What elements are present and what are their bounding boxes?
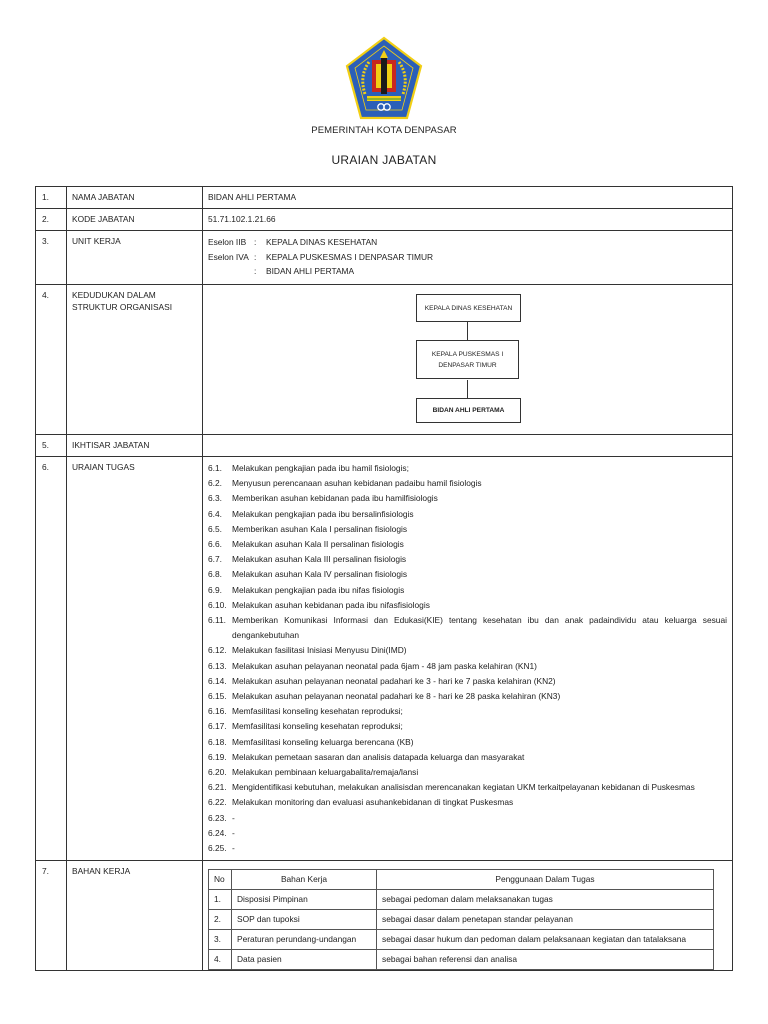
task-number: 6.6. bbox=[208, 539, 222, 550]
task-number: 6.2. bbox=[208, 478, 222, 489]
task-text: Melakukan asuhan pelayanan neonatal padahari ke 8 - hari ke 28 paska kelahiran (KN3) bbox=[232, 691, 561, 702]
task-number: 6.19. bbox=[208, 751, 227, 762]
task-number: 6.8. bbox=[208, 569, 222, 580]
table-cell: 3. bbox=[209, 930, 232, 950]
task-text: - bbox=[232, 827, 235, 838]
unit-line bbox=[208, 264, 727, 279]
column-header: Penggunaan Dalam Tugas bbox=[377, 870, 714, 890]
row-label: URAIAN TUGAS bbox=[67, 457, 203, 861]
task-text: Melakukan asuhan Kala IV persalinan fisiologis bbox=[232, 569, 408, 580]
bahan-kerja-table bbox=[208, 869, 714, 970]
document-title: URAIAN JABATAN bbox=[331, 153, 437, 167]
row-label: UNIT KERJA bbox=[67, 231, 203, 285]
unit-value: KEPALA PUSKESMAS I DENPASAR TIMUR bbox=[266, 251, 434, 262]
task-number: 6.18. bbox=[208, 736, 227, 747]
unit-key: Eselon IIB bbox=[208, 237, 247, 247]
table-cell: sebagai dasar dalam penetapan standar pelayanan bbox=[377, 910, 714, 930]
task-text: Memberikan Komunikasi Informasi dan Edukasi(KIE) tentang kesehatan ibu dan anak padaindividu atau keluarga sesuai dengankebutuhan bbox=[232, 615, 727, 641]
unit-kerja-cell bbox=[203, 231, 733, 285]
task-number: 6.17. bbox=[208, 721, 227, 732]
list-item bbox=[208, 567, 727, 582]
task-text: Menyusun perencanaan asuhan kebidanan padaibu hamil fisiologis bbox=[232, 478, 482, 489]
table-row bbox=[209, 930, 714, 950]
unit-value: KEPALA DINAS KESEHATAN bbox=[266, 237, 378, 247]
table-cell: 4. bbox=[209, 950, 232, 970]
list-item bbox=[208, 735, 727, 750]
task-number: 6.14. bbox=[208, 675, 227, 686]
task-text: Memfasilitasi konseling keluarga berencana (KB) bbox=[232, 736, 414, 747]
task-number: 6.21. bbox=[208, 782, 227, 793]
org-box-top: KEPALA DINAS KESEHATAN bbox=[416, 294, 521, 322]
task-number: 6.1. bbox=[208, 463, 222, 473]
task-number: 6.22. bbox=[208, 797, 227, 808]
job-description-table bbox=[35, 186, 733, 971]
task-number: 6.15. bbox=[208, 691, 227, 702]
org-box-middle: KEPALA PUSKESMAS I DENPASAR TIMUR bbox=[416, 340, 519, 379]
org-connector bbox=[467, 380, 468, 398]
table-row bbox=[36, 435, 733, 457]
list-item bbox=[208, 537, 727, 552]
table-cell: Peraturan perundang-undangan bbox=[232, 930, 377, 950]
org-box-bottom: BIDAN AHLI PERTAMA bbox=[416, 398, 521, 423]
task-text: Melakukan asuhan Kala II persalinan fisiologis bbox=[232, 539, 404, 550]
list-item bbox=[208, 719, 727, 734]
row-value bbox=[203, 435, 733, 457]
list-item bbox=[208, 522, 727, 537]
task-text: Melakukan pengkajian pada ibu nifas fisiologis bbox=[232, 584, 405, 595]
unit-value: BIDAN AHLI PERTAMA bbox=[266, 266, 355, 276]
task-text: - bbox=[232, 812, 235, 823]
list-item bbox=[208, 811, 727, 826]
row-label: IKHTISAR JABATAN bbox=[67, 435, 203, 457]
list-item bbox=[208, 476, 727, 491]
unit-colon: : bbox=[254, 266, 257, 276]
list-item bbox=[208, 780, 727, 795]
table-row bbox=[36, 209, 733, 231]
list-item bbox=[208, 765, 727, 780]
list-item bbox=[208, 841, 727, 856]
task-number: 6.3. bbox=[208, 493, 222, 504]
table-cell: 2. bbox=[209, 910, 232, 930]
row-number: 7. bbox=[36, 861, 67, 971]
list-item bbox=[208, 461, 727, 476]
task-text: Melakukan monitoring dan evaluasi asuhankebidanan di tingkat Puskesmas bbox=[232, 797, 514, 808]
list-item bbox=[208, 643, 727, 658]
task-text: - bbox=[232, 843, 235, 854]
unit-line bbox=[208, 235, 727, 250]
task-text: Mengidentifikasi kebutuhan, melakukan analisisdan merencanakan kegiatan UKM terkaitpelayanan kebidanan di Puskesmas bbox=[232, 782, 695, 793]
task-number: 6.12. bbox=[208, 645, 227, 656]
list-item bbox=[208, 674, 727, 689]
list-item bbox=[208, 795, 727, 810]
task-number: 6.24. bbox=[208, 827, 227, 838]
row-number: 6. bbox=[36, 457, 67, 861]
task-list bbox=[208, 461, 727, 856]
task-text: Memfasilitasi konseling kesehatan reproduksi; bbox=[232, 721, 403, 732]
row-label: KEDUDUKAN DALAM STRUKTUR ORGANISASI bbox=[67, 285, 203, 435]
row-label: KODE JABATAN bbox=[67, 209, 203, 231]
list-item bbox=[208, 552, 727, 567]
task-number: 6.9. bbox=[208, 584, 222, 595]
table-cell: sebagai pedoman dalam melaksanakan tugas bbox=[377, 890, 714, 910]
task-number: 6.25. bbox=[208, 843, 227, 854]
task-text: Melakukan asuhan pelayanan neonatal pada 6jam - 48 jam paska kelahiran (KN1) bbox=[232, 660, 537, 671]
task-text: Melakukan pemetaan sasaran dan analisis datapada keluarga dan masyarakat bbox=[232, 751, 525, 762]
list-item bbox=[208, 826, 727, 841]
bahan-kerja-body bbox=[209, 890, 714, 970]
org-chart bbox=[208, 289, 727, 429]
table-row bbox=[36, 457, 733, 861]
list-item bbox=[208, 689, 727, 704]
table-cell: Data pasien bbox=[232, 950, 377, 970]
table-cell: SOP dan tupoksi bbox=[232, 910, 377, 930]
task-text: Melakukan pembinaan keluargabalita/remaja/lansi bbox=[232, 767, 419, 778]
government-name: PEMERINTAH KOTA DENPASAR bbox=[311, 125, 457, 136]
task-list-cell bbox=[203, 457, 733, 861]
row-number: 5. bbox=[36, 435, 67, 457]
unit-key bbox=[208, 264, 254, 279]
org-connector bbox=[467, 321, 468, 340]
table-header-row bbox=[209, 870, 714, 890]
table-row bbox=[36, 285, 733, 435]
table-row bbox=[36, 861, 733, 971]
row-number: 1. bbox=[36, 187, 67, 209]
task-number: 6.20. bbox=[208, 767, 227, 778]
denpasar-city-emblem bbox=[345, 36, 423, 120]
table-cell: 1. bbox=[209, 890, 232, 910]
row-label: BAHAN KERJA bbox=[67, 861, 203, 971]
table-row bbox=[36, 187, 733, 209]
list-item bbox=[208, 704, 727, 719]
list-item bbox=[208, 659, 727, 674]
table-row bbox=[209, 950, 714, 970]
unit-line bbox=[208, 250, 727, 265]
task-number: 6.23. bbox=[208, 812, 227, 823]
table-row bbox=[209, 910, 714, 930]
list-item bbox=[208, 583, 727, 598]
org-chart-cell bbox=[203, 285, 733, 435]
table-row bbox=[36, 231, 733, 285]
row-value: BIDAN AHLI PERTAMA bbox=[203, 187, 733, 209]
list-item bbox=[208, 613, 727, 643]
row-number: 2. bbox=[36, 209, 67, 231]
task-text: Melakukan asuhan kebidanan pada ibu nifasfisiologis bbox=[232, 599, 430, 610]
task-number: 6.10. bbox=[208, 599, 227, 610]
row-number: 3. bbox=[36, 231, 67, 285]
task-text: Melakukan fasilitasi Inisiasi Menyusu Dini(IMD) bbox=[232, 645, 407, 656]
task-number: 6.5. bbox=[208, 523, 222, 534]
task-number: 6.4. bbox=[208, 508, 222, 519]
table-row bbox=[209, 890, 714, 910]
list-item bbox=[208, 750, 727, 765]
column-header: No bbox=[209, 870, 232, 890]
list-item bbox=[208, 598, 727, 613]
task-number: 6.7. bbox=[208, 554, 222, 565]
unit-colon: : bbox=[254, 237, 257, 247]
list-item bbox=[208, 491, 727, 506]
table-cell: Disposisi Pimpinan bbox=[232, 890, 377, 910]
row-number: 4. bbox=[36, 285, 67, 435]
unit-colon: : bbox=[254, 251, 257, 262]
task-text: Melakukan pengkajian pada ibu hamil fisiologis; bbox=[232, 463, 409, 473]
column-header: Bahan Kerja bbox=[232, 870, 377, 890]
task-number: 6.11. bbox=[208, 615, 227, 626]
task-text: Memberikan asuhan kebidanan pada ibu hamilfisiologis bbox=[232, 493, 438, 504]
row-label: NAMA JABATAN bbox=[67, 187, 203, 209]
task-number: 6.16. bbox=[208, 706, 227, 717]
task-text: Memfasilitasi konseling kesehatan reproduksi; bbox=[232, 706, 403, 717]
table-cell: sebagai dasar hukum dan pedoman dalam pelaksanaan kegiatan dan tatalaksana bbox=[377, 930, 714, 950]
unit-key: Eselon IVA bbox=[208, 251, 249, 262]
bahan-kerja-cell bbox=[203, 861, 733, 971]
task-number: 6.13. bbox=[208, 660, 227, 671]
task-text: Melakukan asuhan Kala III persalinan fisiologis bbox=[232, 554, 407, 565]
task-text: Memberikan asuhan Kala I persalinan fisiologis bbox=[232, 523, 408, 534]
row-value: 51.71.102.1.21.66 bbox=[203, 209, 733, 231]
list-item bbox=[208, 507, 727, 522]
table-cell: sebagai bahan referensi dan analisa bbox=[377, 950, 714, 970]
task-text: Melakukan asuhan pelayanan neonatal padahari ke 3 - hari ke 7 paska kelahiran (KN2) bbox=[232, 675, 556, 686]
task-text: Melakukan pengkajian pada ibu bersalinfisiologis bbox=[232, 508, 414, 519]
